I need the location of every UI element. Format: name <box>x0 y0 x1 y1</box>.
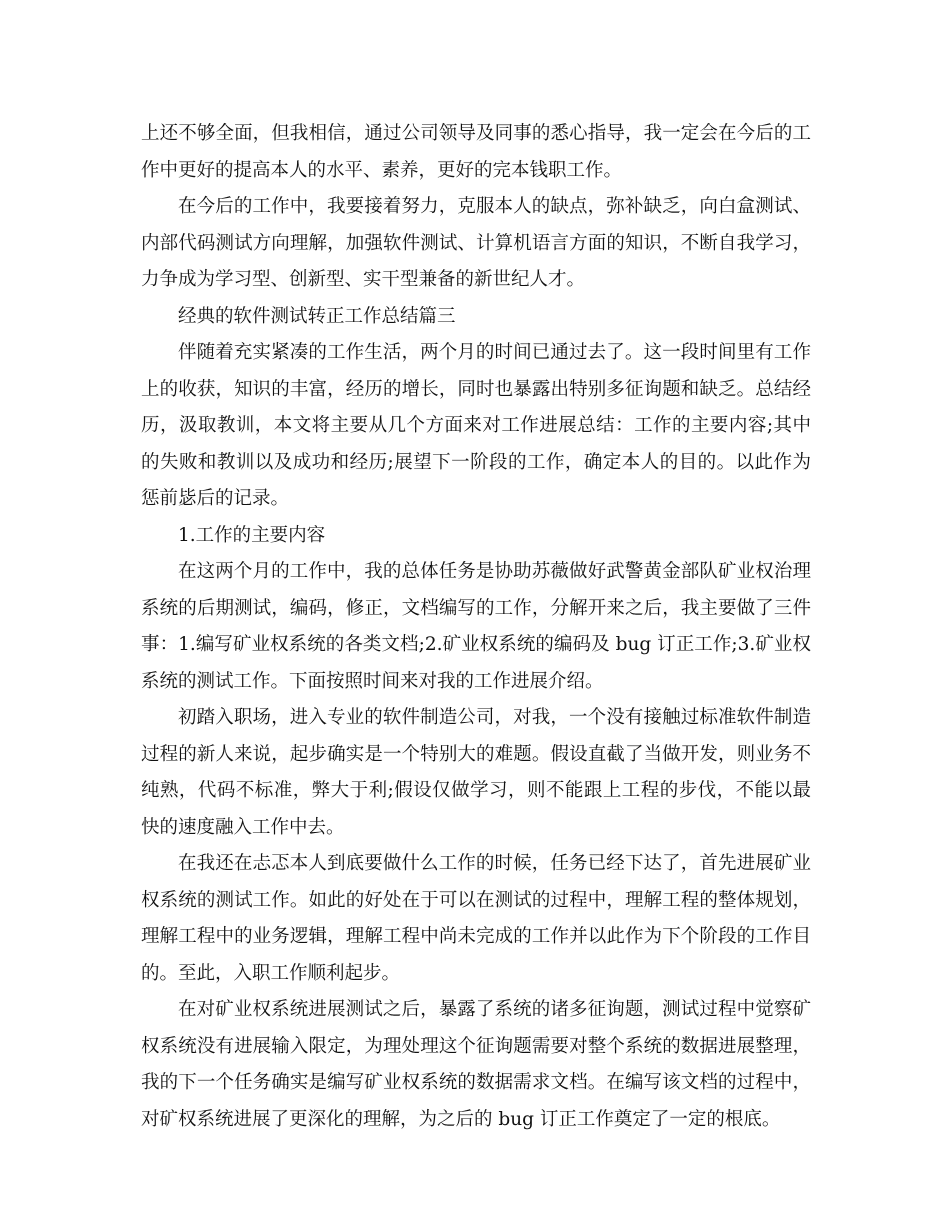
text-line: 惩前毖后的记录。 <box>141 488 290 509</box>
text-line: 作中更好的提高本人的水平、素养，更好的完本钱职工作。 <box>141 159 623 181</box>
text-line: 权系统没有进展输入限定，为理处理这个征询题需要对整个系统的数据进展整理， <box>141 1035 811 1057</box>
text-line: 系统的测试工作。下面按照时间来对我的工作进展介绍。 <box>141 670 604 692</box>
text-line: 内部代码测试方向理解，加强软件测试、计算机语言方面的知识，不断自我学习， <box>141 232 811 254</box>
text-line: 上还不够全面，但我相信，通过公司领导及同事的悉心指导，我一定会在今后的工 <box>141 123 811 144</box>
text-line: 经典的软件测试转正工作总结篇三 <box>178 305 456 327</box>
text-line: 快的速度融入工作中去。 <box>141 816 345 838</box>
text-line: 在对矿业权系统进展测试之后，暴露了系统的诸多征询题，测试过程中觉察矿 <box>178 999 811 1020</box>
text-line: 事：1.编写矿业权系统的各类文档;2.矿业权系统的编码及 bug 订正工作;3.矿业权 <box>141 634 811 655</box>
text-line: 的。至此，入职工作顺利起步。 <box>141 962 401 984</box>
text-line: 在这两个月的工作中，我的总体任务是协助苏薇做好武警黄金部队矿业权治理 <box>178 561 811 582</box>
text-line: 力争成为学习型、创新型、实干型兼备的新世纪人才。 <box>141 269 586 290</box>
text-line: 初踏入职场，进入专业的软件制造公司，对我，一个没有接触过标准软件制造 <box>178 707 811 728</box>
text-line: 对矿权系统进展了更深化的理解，为之后的 bug 订正工作奠定了一定的根底。 <box>141 1108 781 1130</box>
text-line: 纯熟，代码不标准，弊大于利;假设仅做学习，则不能跟上工程的步伐，不能以最 <box>141 780 811 801</box>
text-line: 系统的后期测试，编码，修正，文档编写的工作，分解开来之后，我主要做了三件 <box>141 597 811 619</box>
text-line: 过程的新人来说，起步确实是一个特别大的难题。假设直截了当做开发，则业务不 <box>141 743 811 765</box>
text-line: 上的收获，知识的丰富，经历的增长，同时也暴露出特别多征询题和缺乏。总结经 <box>141 378 811 400</box>
text-line: 伴随着充实紧凑的工作生活，两个月的时间已通过去了。这一段时间里有工作 <box>178 342 811 363</box>
text-line: 理解工程中的业务逻辑，理解工程中尚未完成的工作并以此作为下个阶段的工作目 <box>141 926 811 947</box>
text-line: 1.工作的主要内容 <box>178 524 326 546</box>
document-body <box>141 116 811 1138</box>
text-line: 在今后的工作中，我要接着努力，克服本人的缺点，弥补缺乏，向白盒测试、 <box>178 196 811 217</box>
text-line: 权系统的测试工作。如此的好处在于可以在测试的过程中，理解工程的整体规划， <box>141 889 811 911</box>
text-line: 我的下一个任务确实是编写矿业权系统的数据需求文档。在编写该文档的过程中， <box>141 1072 811 1093</box>
text-line: 历，汲取教训，本文将主要从几个方面来对工作进展总结：工作的主要内容;其中 <box>141 415 811 436</box>
text-line: 的失败和教训以及成功和经历;展望下一阶段的工作，确定本人的目的。以此作为 <box>141 451 811 473</box>
text-line: 在我还在忐忑本人到底要做什么工作的时候，任务已经下达了，首先进展矿业 <box>178 853 811 874</box>
